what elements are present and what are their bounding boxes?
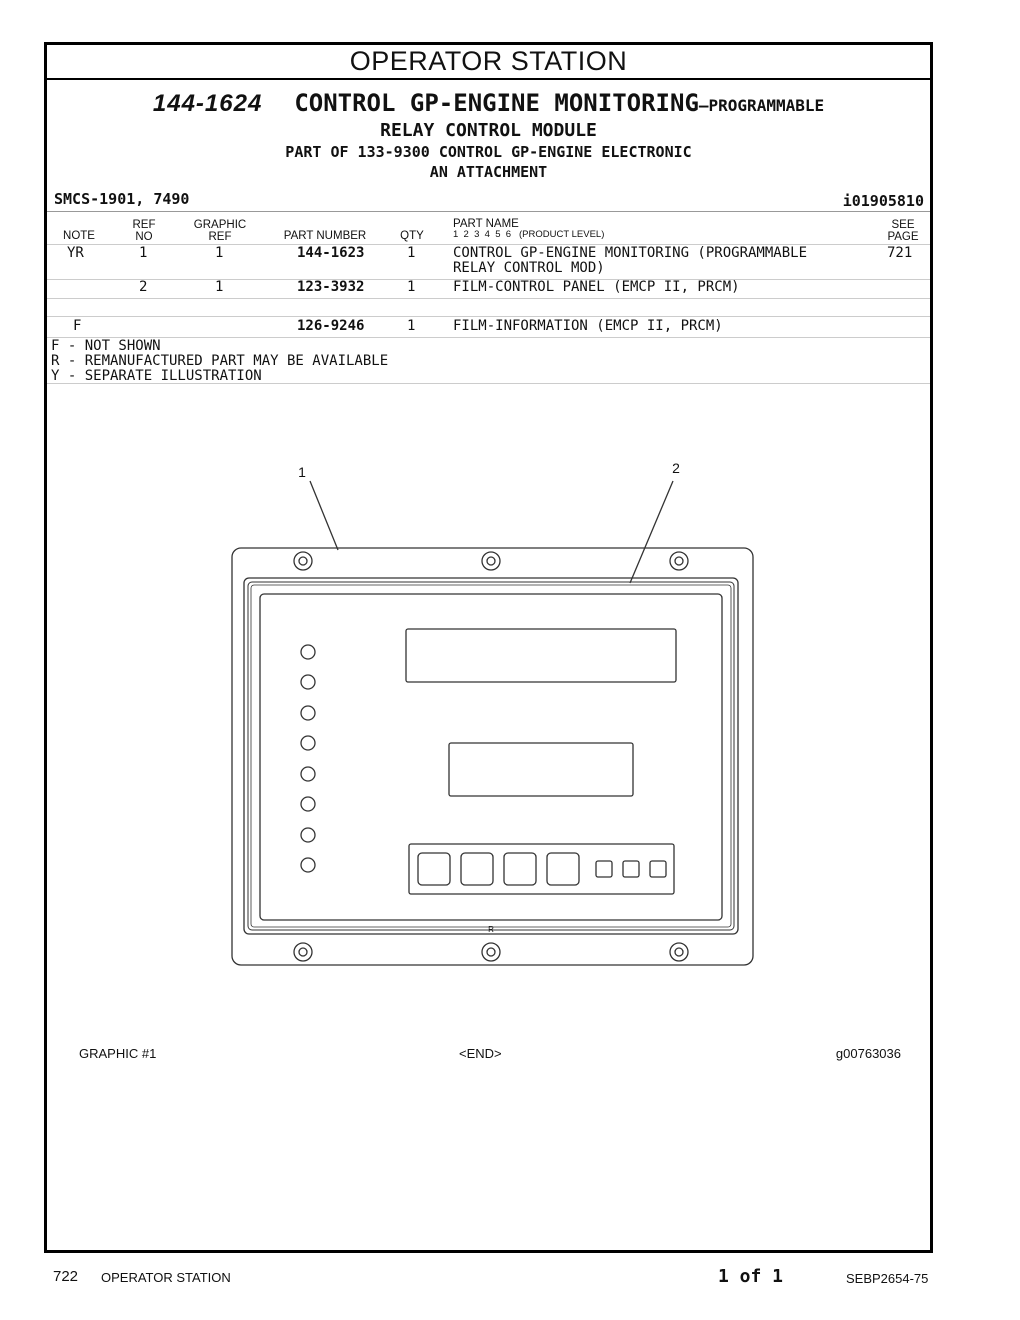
indicator-lamp	[301, 706, 315, 720]
indicator-lamp	[301, 858, 315, 872]
col-graphic-ref-header: GRAPHIC REF	[193, 219, 247, 243]
row-part-number[interactable]: 126-9246	[297, 318, 365, 334]
row-see-page[interactable]: 721	[887, 245, 913, 261]
keypad	[409, 844, 674, 894]
col-product-level-header: 1 2 3 4 5 6 (PRODUCT LEVEL)	[453, 229, 605, 240]
row-part-number[interactable]: 144-1623	[297, 245, 365, 261]
smcs-code: SMCS-1901, 7490	[54, 190, 190, 208]
graphic-label: GRAPHIC #1	[79, 1046, 157, 1061]
keypad-key	[504, 853, 536, 885]
group-title-line2: RELAY CONTROL MODULE	[380, 120, 597, 141]
row-ref-no: 2	[139, 279, 148, 295]
mounting-plate	[232, 548, 753, 965]
center-mark: R	[488, 925, 494, 934]
row-qty: 1	[407, 279, 416, 295]
keypad-key-small	[596, 861, 612, 877]
page-number: 722	[53, 1268, 79, 1285]
indicator-lamp	[301, 767, 315, 781]
legend-item: Y - SEPARATE ILLUSTRATION	[51, 368, 262, 384]
col-see-page-header: SEE PAGE	[887, 219, 919, 243]
row-graphic-ref: 1	[215, 279, 224, 295]
keypad-key	[461, 853, 493, 885]
indicator-lamp	[301, 736, 315, 750]
row-qty: 1	[407, 245, 416, 261]
col-part-number-header: PART NUMBER	[283, 230, 367, 242]
group-part-number: 144-1624	[152, 90, 263, 117]
row-graphic-ref: 1	[215, 245, 224, 261]
footer-section: OPERATOR STATION	[101, 1270, 231, 1285]
indicator-lamp	[301, 828, 315, 842]
legend-item: F - NOT SHOWN	[51, 338, 161, 354]
col-ref-no-header: REF NO	[132, 219, 156, 243]
upper-display	[406, 629, 676, 682]
keypad-key-small	[623, 861, 639, 877]
keypad-key	[547, 853, 579, 885]
page-frame	[44, 42, 933, 1253]
row-ref-no: 1	[139, 245, 148, 261]
callout-leader-1	[310, 481, 338, 550]
indicator-lamp	[301, 645, 315, 659]
group-title-suffix: —PROGRAMMABLE	[698, 96, 825, 115]
indicator-lamp	[301, 675, 315, 689]
graphic-id: g00763036	[835, 1046, 901, 1061]
control-panel-film	[260, 594, 722, 920]
keypad-key-small	[650, 861, 666, 877]
col-note-header: NOTE	[63, 230, 95, 242]
callout-label-1: 1	[298, 464, 306, 480]
mounting-screw	[294, 943, 312, 961]
group-title: CONTROL GP-ENGINE MONITORING	[294, 89, 699, 117]
row-part-name: CONTROL GP-ENGINE MONITORING (PROGRAMMABLE RELAY CONTROL MOD)	[453, 245, 808, 276]
row-part-name: FILM-INFORMATION (EMCP II, PRCM)	[453, 318, 723, 334]
row-part-name: FILM-CONTROL PANEL (EMCP II, PRCM)	[453, 279, 740, 295]
col-part-name-header: PART NAME	[453, 218, 519, 230]
bezel-outer	[244, 578, 738, 934]
mounting-screw	[294, 552, 312, 570]
publication-number: SEBP2654-75	[846, 1271, 929, 1286]
row-qty: 1	[407, 318, 416, 334]
callout-leader-2	[630, 481, 673, 583]
mounting-screw	[482, 552, 500, 570]
page-of: 1 of 1	[718, 1266, 784, 1287]
mounting-screw	[670, 943, 688, 961]
row-note: YR	[67, 245, 84, 261]
end-marker: <END>	[459, 1046, 502, 1061]
mounting-screw	[670, 552, 688, 570]
callout-label-2: 2	[672, 460, 680, 476]
row-part-number[interactable]: 123-3932	[297, 279, 365, 295]
keypad-key	[418, 853, 450, 885]
group-attachment-line: AN ATTACHMENT	[429, 163, 548, 181]
section-title: OPERATOR STATION	[47, 45, 930, 80]
col-qty-header: QTY	[400, 230, 424, 242]
lower-display	[449, 743, 633, 796]
mounting-screw	[482, 943, 500, 961]
row-note: F	[73, 318, 82, 334]
document-id: i01905810	[842, 192, 924, 210]
indicator-lamp	[301, 797, 315, 811]
legend-item: R - REMANUFACTURED PART MAY BE AVAILABLE	[51, 353, 389, 369]
group-parent-line: PART OF 133-9300 CONTROL GP-ENGINE ELECTRONIC	[285, 143, 692, 161]
parts-illustration	[47, 45, 930, 1250]
